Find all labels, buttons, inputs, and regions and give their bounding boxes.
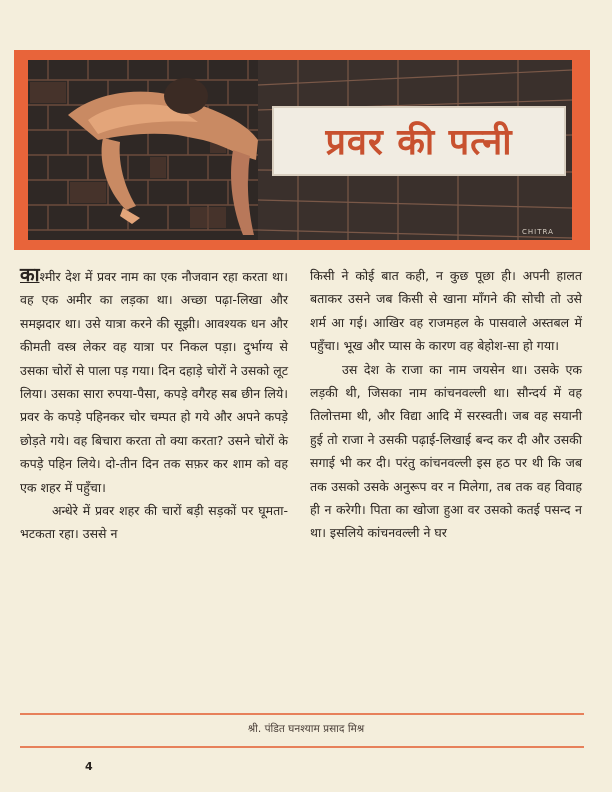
author-credit: श्री. पंडित घनश्याम प्रसाद मिश्र (247, 723, 365, 735)
banner-illustration (28, 60, 572, 240)
text-column-left (20, 264, 288, 546)
drop-cap: का (20, 264, 40, 286)
title-banner (14, 50, 590, 250)
text-column-right (310, 264, 582, 545)
story-title: प्रवर की पत्नी (325, 121, 513, 163)
paragraph-text: श्मीर देश में प्रवर नाम का एक नौजवान रहा करता था। वह एक अमीर का लड़का था। अच्छा पढ़ा-लिखा और समझदार था। उसे यात्रा करने की सूझी। आवश्यक धन और कीमती वस्त्र लेकर वह यात्रा पर निकल पड़ा। दुर्भाग्य से उसका चोरों से पाला पड़ गया। दिन दहाड़े चोरों ने उसको लूट लिया। उसका सारा रुपया-पैसा, कपड़े वगैरह सब छीन लिये। प्रवर के कपड़े पहिनकर चोर चम्पत हो गये और अपने कपड़े छोड़ते गये। वह बिचारा करता तो क्या करता? उसने चोरों के कपड़े पहिन लिये। दो-तीन दिन तक सफ़र कर शाम को वह एक शहर में पहुँचा। (20, 269, 288, 495)
page-number: 4 (85, 760, 93, 773)
paragraph: उस देश के राजा का नाम जयसेन था। उसके एक लड़की थी, जिसका नाम कांचनवल्ली था। सौन्दर्य में वह तिलोत्तमा थी, और विद्या आदि में सरस्वती। जब वह सयानी हुई तो राजा ने उसकी पढ़ाई-लिखाई बन्द कर दी और उसकी सगाई भी कर दी। परंतु कांचनवल्ली इस हठ पर थी कि जब तक उसको उसके अनुरूप वर न मिलेगा, तब तक वह विवाह ही न करेगी। पिता का खोजा हुआ वर उसको कतई पसन्द न था। इसलिये कांचनवल्ली ने घर (310, 361, 582, 541)
divider-top (20, 713, 584, 715)
paragraph (20, 264, 288, 499)
title-box (272, 106, 566, 176)
paragraph: अन्धेरे में प्रवर शहर की चारों बड़ी सड़कों पर घूमता-भटकता रहा। उससे न (20, 503, 288, 542)
paragraph: किसी ने कोई बात कही, न कुछ पूछा ही। अपनी हालत बताकर उसने जब किसी से खाना माँगने की सोची तो उसे शर्म आ गई। आखिर वह राजमहल के पासवाले अस्तबल में पहुँचा। भूख और प्यास के कारण वह बेहोश-सा हो गया। (310, 268, 582, 354)
artist-signature: CHITRA (522, 228, 554, 236)
divider-bottom (20, 746, 584, 748)
